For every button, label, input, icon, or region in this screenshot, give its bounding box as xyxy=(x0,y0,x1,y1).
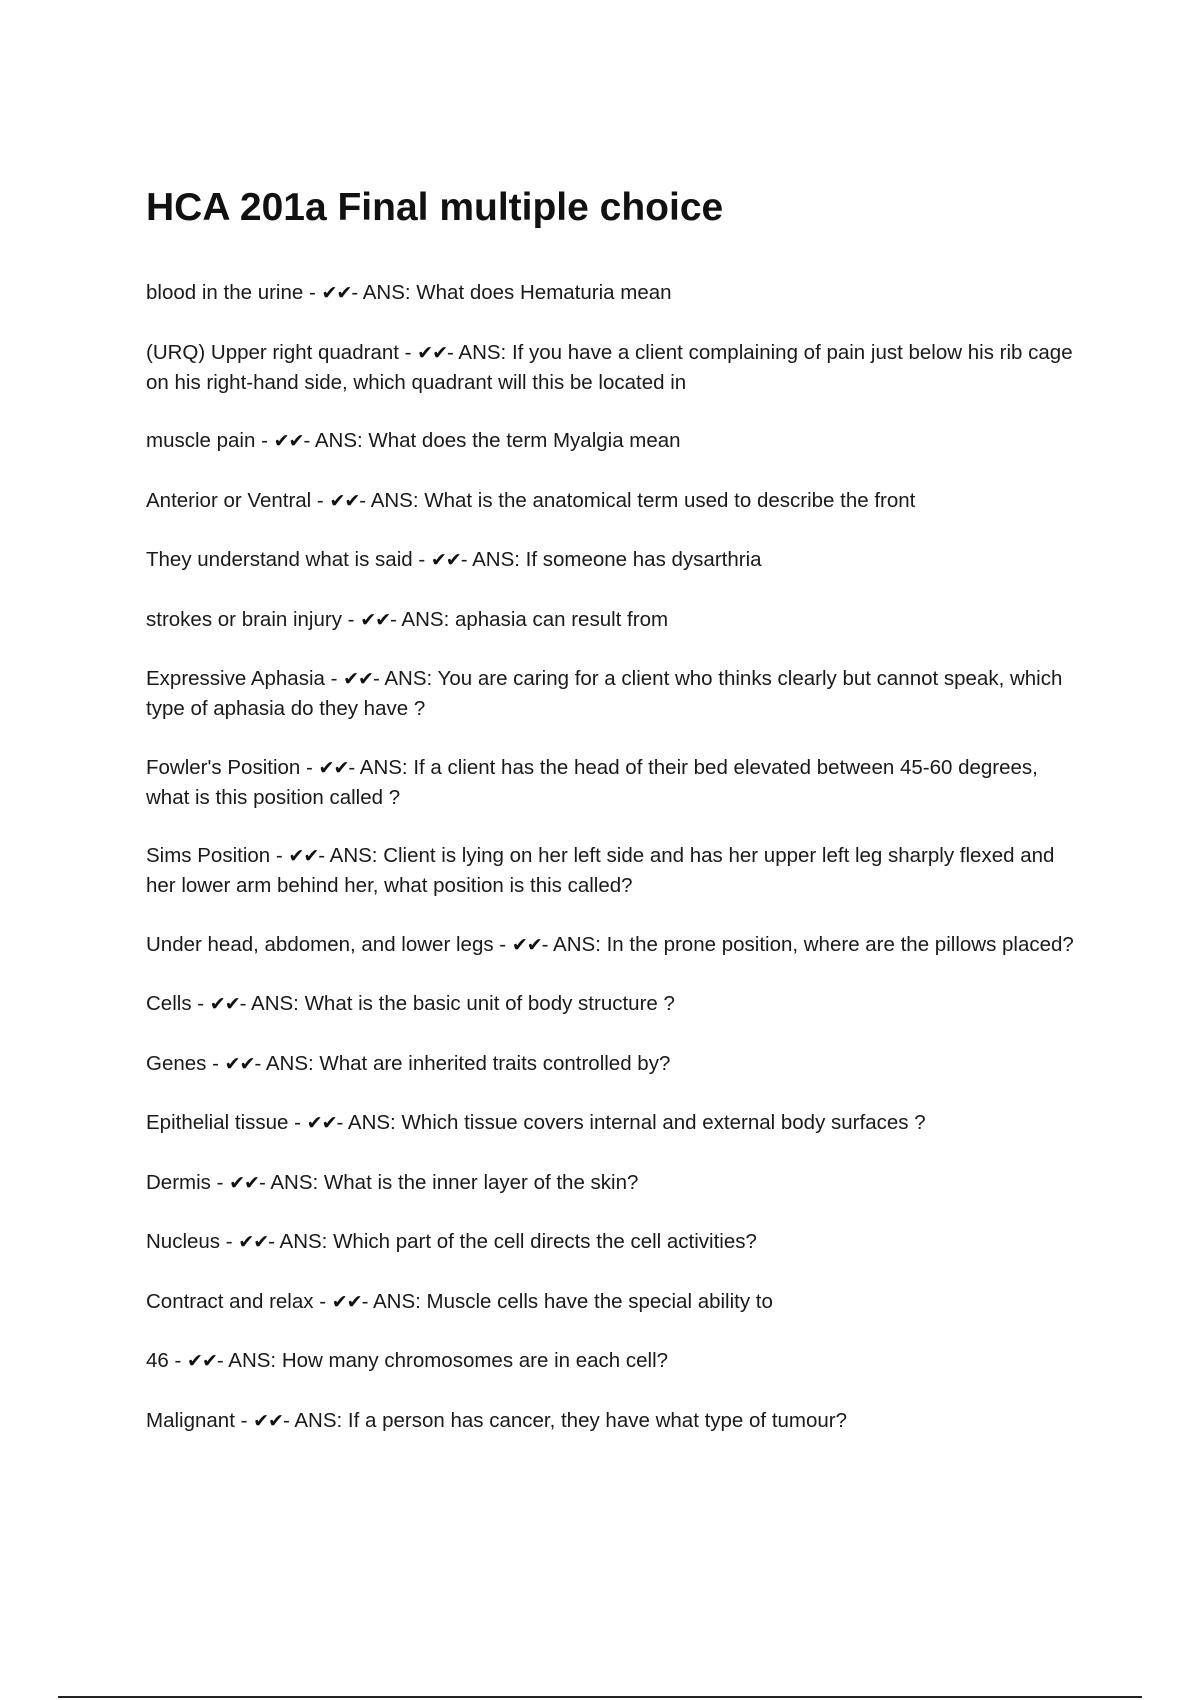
double-check-icon: ✔✔ xyxy=(430,549,461,571)
page-bottom-divider xyxy=(58,1696,1142,1698)
qa-separator: - xyxy=(300,755,319,779)
qa-separator: - xyxy=(255,429,274,452)
qa-ans-prefix: - ANS: xyxy=(216,1349,282,1372)
qa-item xyxy=(146,841,1086,900)
qa-item xyxy=(146,338,1086,397)
qa-item xyxy=(146,1108,1086,1138)
qa-question: What are inherited traits controlled by? xyxy=(319,1051,671,1075)
qa-item xyxy=(146,545,1086,575)
qa-question: What is the basic unit of body structure ? xyxy=(304,992,675,1015)
qa-question: Which part of the cell directs the cell activities? xyxy=(333,1230,757,1253)
qa-ans-prefix: - ANS: xyxy=(390,607,455,631)
double-check-icon: ✔✔ xyxy=(321,282,352,304)
qa-separator: - xyxy=(324,667,344,690)
qa-item xyxy=(146,753,1086,812)
qa-answer: Epithelial tissue xyxy=(146,1111,289,1134)
qa-answer: blood in the urine xyxy=(146,281,304,304)
double-check-icon: ✔✔ xyxy=(331,1290,362,1313)
qa-question: aphasia can result from xyxy=(454,607,669,631)
qa-item xyxy=(146,1406,1086,1436)
qa-question: What is the inner layer of the skin? xyxy=(323,1170,639,1194)
qa-answer: They understand what is said xyxy=(146,548,413,571)
qa-item xyxy=(146,278,1086,308)
double-check-icon: ✔✔ xyxy=(238,1231,269,1253)
double-check-icon: ✔✔ xyxy=(187,1350,217,1372)
qa-separator: - xyxy=(210,1170,230,1194)
qa-ans-prefix: - ANS: xyxy=(541,932,607,956)
qa-question: In the prone position, where are the pillows placed? xyxy=(606,932,1074,956)
qa-ans-prefix: - ANS: xyxy=(336,1111,402,1134)
double-check-icon: ✔✔ xyxy=(360,608,391,631)
qa-item xyxy=(146,1227,1086,1257)
double-check-icon: ✔✔ xyxy=(318,756,349,779)
qa-separator: - xyxy=(270,844,289,867)
qa-ans-prefix: - ANS: xyxy=(351,281,417,304)
qa-question: You are caring for a client who thinks clearly but cannot speak, which type of aphasia do they have ? xyxy=(146,667,1063,720)
qa-separator: - xyxy=(311,488,330,512)
qa-answer: 46 xyxy=(146,1349,169,1372)
double-check-icon: ✔✔ xyxy=(273,430,304,452)
qa-item xyxy=(146,930,1086,960)
double-check-icon: ✔✔ xyxy=(224,1052,255,1075)
qa-item xyxy=(146,426,1086,456)
qa-answer: Nucleus xyxy=(146,1230,221,1253)
qa-separator: - xyxy=(168,1349,188,1372)
qa-answer: Anterior or Ventral xyxy=(146,488,312,512)
qa-answer: Genes xyxy=(146,1051,207,1075)
qa-ans-prefix: - ANS: xyxy=(318,844,384,867)
qa-answer: muscle pain xyxy=(146,429,256,452)
qa-item xyxy=(146,989,1086,1019)
qa-separator: - xyxy=(412,548,431,571)
qa-item xyxy=(146,605,1086,635)
qa-item xyxy=(146,1168,1086,1198)
qa-answer: Under head, abdomen, and lower legs xyxy=(146,932,494,956)
double-check-icon: ✔✔ xyxy=(306,1112,337,1134)
qa-separator: - xyxy=(341,607,361,631)
qa-item xyxy=(146,1287,1086,1317)
qa-answer: Fowler's Position xyxy=(146,755,301,779)
double-check-icon: ✔✔ xyxy=(343,668,373,690)
qa-question: What does the term Myalgia mean xyxy=(368,429,681,452)
qa-answer: Contract and relax xyxy=(146,1289,314,1313)
qa-ans-prefix: - ANS: xyxy=(258,1170,324,1194)
qa-answer: Dermis xyxy=(146,1170,211,1194)
qa-separator: - xyxy=(398,340,418,364)
qa-separator: - xyxy=(206,1051,225,1075)
qa-item xyxy=(146,486,1086,516)
qa-ans-prefix: - ANS: xyxy=(372,667,438,690)
qa-question: If you have a client complaining of pain just below his rib cage on his right-hand side, which quadrant will this be located in xyxy=(146,340,1073,394)
qa-item xyxy=(146,1049,1086,1079)
qa-separator: - xyxy=(313,1289,332,1313)
qa-separator: - xyxy=(220,1230,239,1253)
double-check-icon: ✔✔ xyxy=(209,993,240,1015)
document-title: HCA 201a Final multiple choice xyxy=(146,186,724,229)
qa-answer: Sims Position xyxy=(146,844,271,867)
qa-question: If a person has cancer, they have what type of tumour? xyxy=(347,1408,848,1432)
qa-answer: Malignant xyxy=(146,1408,235,1432)
qa-separator: - xyxy=(288,1111,307,1134)
double-check-icon: ✔✔ xyxy=(253,1409,283,1432)
qa-item xyxy=(146,1346,1086,1376)
qa-question: Client is lying on her left side and has her upper left leg sharply flexed and her lower arm behind her, what position is this called? xyxy=(146,844,1055,897)
qa-ans-prefix: - ANS: xyxy=(303,429,369,452)
qa-ans-prefix: - ANS: xyxy=(460,548,526,571)
qa-list xyxy=(146,278,1086,1465)
qa-answer: strokes or brain injury xyxy=(146,607,342,631)
qa-question: If a client has the head of their bed elevated between 45-60 degrees, what is this position called ? xyxy=(146,755,1038,809)
qa-separator: - xyxy=(493,932,512,956)
qa-ans-prefix: - ANS: xyxy=(361,1289,427,1313)
double-check-icon: ✔✔ xyxy=(329,489,360,512)
double-check-icon: ✔✔ xyxy=(229,1171,259,1194)
qa-answer: (URQ) Upper right quadrant xyxy=(146,340,399,364)
qa-question: What is the anatomical term used to describe the front xyxy=(424,488,916,512)
qa-question: What does Hematuria mean xyxy=(416,281,672,304)
qa-ans-prefix: - ANS: xyxy=(254,1051,320,1075)
qa-question: Which tissue covers internal and external body surfaces ? xyxy=(401,1111,926,1134)
qa-ans-prefix: - ANS: xyxy=(239,992,305,1015)
qa-separator: - xyxy=(234,1408,254,1432)
qa-ans-prefix: - ANS: xyxy=(348,755,414,779)
qa-ans-prefix: - ANS: xyxy=(359,488,425,512)
qa-answer: Cells xyxy=(146,992,192,1015)
double-check-icon: ✔✔ xyxy=(511,933,542,956)
qa-separator: - xyxy=(303,281,322,304)
qa-ans-prefix: - ANS: xyxy=(268,1230,334,1253)
qa-question: Muscle cells have the special ability to xyxy=(426,1289,773,1313)
qa-ans-prefix: - ANS: xyxy=(447,340,512,364)
qa-separator: - xyxy=(191,992,210,1015)
qa-ans-prefix: - ANS: xyxy=(282,1408,348,1432)
double-check-icon: ✔✔ xyxy=(417,341,447,364)
qa-item xyxy=(146,664,1086,723)
double-check-icon: ✔✔ xyxy=(288,845,319,867)
qa-question: If someone has dysarthria xyxy=(525,548,762,571)
qa-question: How many chromosomes are in each cell? xyxy=(281,1349,669,1372)
qa-answer: Expressive Aphasia xyxy=(146,667,325,690)
